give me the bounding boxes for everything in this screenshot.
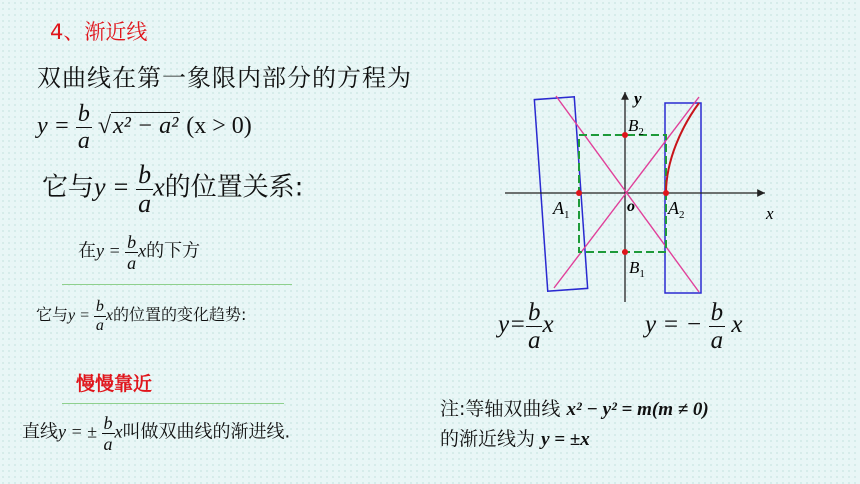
relation-lhs: y =	[94, 172, 130, 202]
equation-lhs: y =	[37, 113, 70, 140]
a2-subscript: 2	[679, 209, 685, 221]
b2-letter: B	[628, 116, 639, 135]
relation-var: x	[153, 172, 165, 202]
b1-point	[622, 249, 628, 255]
below-suffix: 的下方	[146, 240, 201, 262]
note-text-1: 注:等轴双曲线	[440, 398, 561, 420]
definition-lhs: y = ±	[58, 421, 98, 442]
b1-label	[629, 258, 645, 280]
b2-label	[628, 116, 644, 138]
asymptote-left-lhs: y=	[498, 311, 526, 339]
b1-letter: B	[629, 258, 640, 277]
trend-prefix: 它与	[36, 305, 69, 325]
a1-subscript: 1	[564, 209, 570, 221]
note-text-2: 的渐近线为	[440, 428, 536, 450]
asymptote-left-den: a	[527, 327, 541, 354]
trend-frac-num: b	[95, 298, 104, 315]
trend-suffix: 的位置的变化趋势:	[113, 305, 247, 325]
below-frac-den: a	[127, 253, 137, 273]
x-axis-label: x	[766, 204, 774, 223]
b1-subscript: 1	[639, 268, 645, 280]
equation-radicand: x² − a²	[113, 113, 179, 140]
note-formula-1: x² − y² = m(m ≠ 0)	[566, 399, 709, 420]
definition-suffix: 叫做双曲线的渐进线.	[122, 421, 291, 443]
definition-prefix: 直线	[22, 421, 58, 443]
b2-subscript: 2	[638, 126, 644, 138]
definition-frac-den: a	[103, 434, 113, 454]
trend-lhs: y =	[68, 307, 90, 325]
asymptote-right-num: b	[710, 299, 724, 326]
asymptote-right-var: x	[731, 311, 743, 339]
asymptote-right-den: a	[710, 327, 724, 354]
relation-frac-num: b	[138, 160, 152, 189]
slow-approach-text: 慢慢靠近	[76, 373, 153, 395]
asymptote-right-lhs: y = −	[645, 311, 703, 339]
below-frac-num: b	[127, 232, 137, 252]
sqrt-sign: √	[97, 113, 112, 140]
below-prefix: 在	[78, 240, 96, 262]
y-axis-label: y	[634, 89, 642, 108]
note-formula-2: y = ±x	[541, 429, 590, 450]
equation-condition: (x > 0)	[186, 113, 252, 140]
relation-suffix: 的位置关系:	[164, 172, 304, 203]
a1-letter: A	[553, 198, 564, 218]
equation-frac-num: b	[77, 101, 90, 127]
vertex-a2-point	[663, 190, 669, 196]
origin-label: o	[627, 198, 635, 215]
equation-frac-den: a	[77, 128, 90, 154]
relation-prefix: 它与	[42, 172, 95, 203]
below-lhs: y =	[96, 240, 121, 261]
vertex-a1-point	[576, 190, 582, 196]
asymptote-left-var: x	[542, 311, 554, 339]
trend-var: x	[105, 307, 114, 325]
definition-var: x	[114, 421, 123, 442]
intro-text: 双曲线在第一象限内部分的方程为	[37, 64, 412, 92]
asymptote-left-num: b	[527, 299, 541, 326]
section-title: 4、渐近线	[50, 20, 148, 44]
relation-frac-den: a	[138, 189, 152, 218]
a2-letter: A	[668, 198, 679, 218]
below-var: x	[138, 240, 147, 261]
a1-label	[552, 198, 570, 221]
a2-label	[667, 198, 685, 221]
hyperbola-branch	[666, 103, 699, 193]
trend-frac-den: a	[95, 317, 104, 334]
definition-frac-num: b	[103, 413, 113, 433]
